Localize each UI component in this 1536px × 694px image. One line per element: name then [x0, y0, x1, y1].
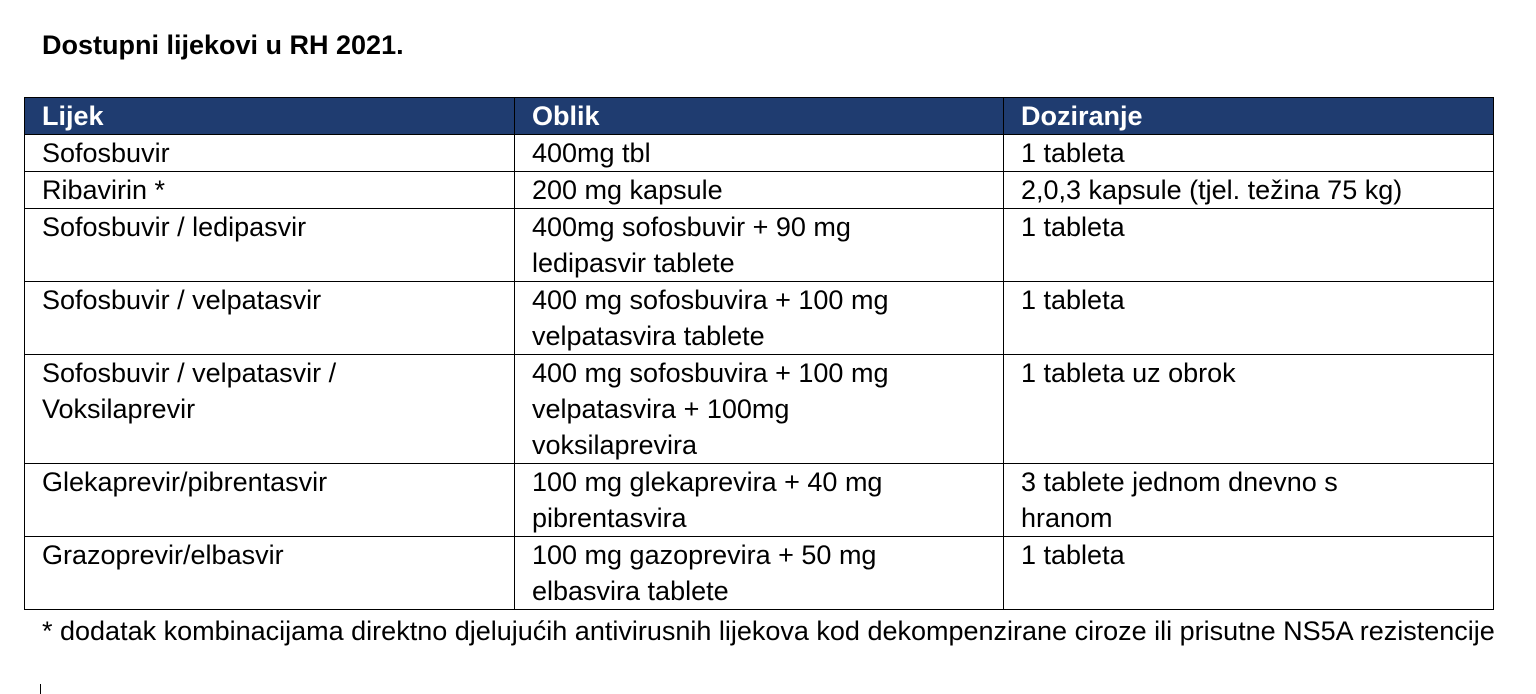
- cell-drug: Sofosbuvir: [25, 135, 515, 172]
- page-title: Dostupni lijekovi u RH 2021.: [42, 30, 404, 60]
- table-row: [25, 135, 1494, 172]
- header-form: Oblik: [515, 98, 1004, 135]
- table-row: [25, 172, 1494, 209]
- cell-dosage: 1 tableta uz obrok: [1004, 355, 1494, 464]
- cell-form: 400 mg sofosbuvira + 100 mg velpatasvira + 100mg voksilaprevira: [515, 355, 1004, 464]
- table-row: [25, 464, 1494, 537]
- table-footnote: * dodatak kombinacijama direktno djelujućih antivirusnih lijekova kod dekompenzirane ciroze ili prisutne NS5A rezistencije: [42, 616, 1495, 646]
- cell-drug: Ribavirin *: [25, 172, 515, 209]
- cell-drug: Grazoprevir/elbasvir: [25, 537, 515, 610]
- cell-drug: Sofosbuvir / velpatasvir: [25, 282, 515, 355]
- cell-dosage: 2,0,3 kapsule (tjel. težina 75 kg): [1004, 172, 1494, 209]
- cell-form: 400mg tbl: [515, 135, 1004, 172]
- cell-form: 400mg sofosbuvir + 90 mg ledipasvir tablete: [515, 209, 1004, 282]
- cell-drug: Sofosbuvir / velpatasvir / Voksilaprevir: [25, 355, 515, 464]
- cell-form: 200 mg kapsule: [515, 172, 1004, 209]
- cell-form: 100 mg gazoprevira + 50 mg elbasvira tablete: [515, 537, 1004, 610]
- table-row: [25, 209, 1494, 282]
- cell-drug: Sofosbuvir / ledipasvir: [25, 209, 515, 282]
- table-row: [25, 537, 1494, 610]
- drug-table: [24, 97, 1494, 610]
- cell-dosage: 1 tableta: [1004, 537, 1494, 610]
- cell-dosage: 1 tableta: [1004, 282, 1494, 355]
- table-header-row: [25, 98, 1494, 135]
- cell-form: 100 mg glekaprevira + 40 mg pibrentasvira: [515, 464, 1004, 537]
- header-dosage: Doziranje: [1004, 98, 1494, 135]
- cell-dosage: 1 tableta: [1004, 209, 1494, 282]
- table-row: [25, 282, 1494, 355]
- header-drug: Lijek: [25, 98, 515, 135]
- table-row: [25, 355, 1494, 464]
- cell-drug: Glekaprevir/pibrentasvir: [25, 464, 515, 537]
- text-cursor: [40, 684, 41, 694]
- cell-dosage: 3 tablete jednom dnevno s hranom: [1004, 464, 1494, 537]
- cell-dosage: 1 tableta: [1004, 135, 1494, 172]
- cell-form: 400 mg sofosbuvira + 100 mg velpatasvira tablete: [515, 282, 1004, 355]
